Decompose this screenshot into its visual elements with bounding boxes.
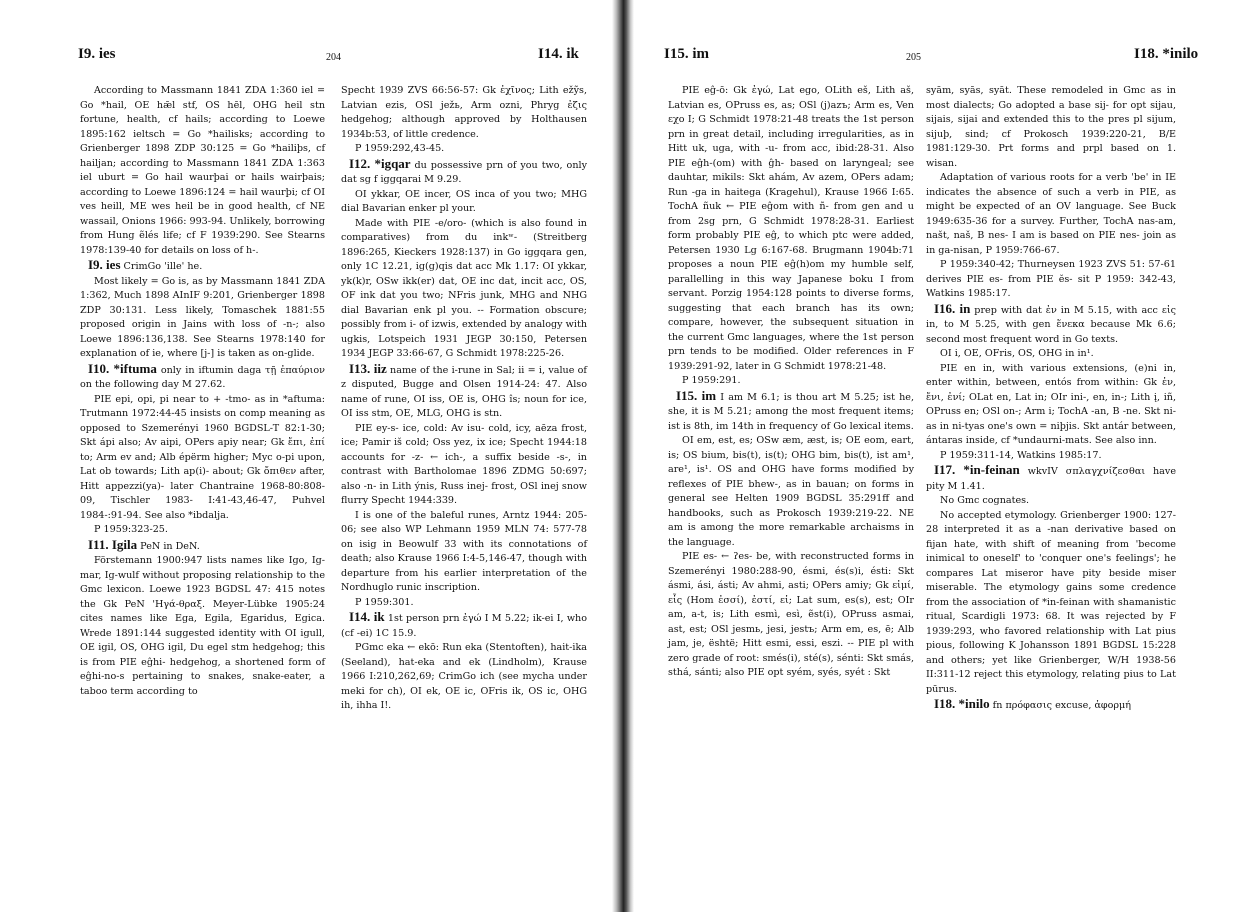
- paragraph: PIE es- ← ʔes- be, with reconstructed forms in Szemerényi 1980:288-90, ésmi, és(s)i, ésti: Skt ásmi, ási, ásti; Av ahmi, asti; OPers amiy; Gk εἰμί, εἶς (Hom ἐσσί), ἐστί, εἰ; Lat sum, es(s), est; OIr am, a-t, is; Lith esmì, esì, ẽst(i), OPruss asmai, ast, est; OSl jesmь, jesi, jestъ; Arm em, es, ē; Alb jam, je, është; Hitt esmi, essi, eszi. -- PIE pl with zero grade of root: smés(i), sté(s), sénti: Skt smás, sthá, sánti; also PIE opt syém, syés, syét : Skt: [668, 551, 914, 678]
- dictionary-entry: [926, 697, 1176, 714]
- paragraph: syām, syās, syāt. These remodeled in Gmc as in most dialects; Go adopted a base sij- for opt sijau, sijais, sijai and extended this to the pres pl sijum, sijuþ, sind; cf Prokosch 1939:220-21, B/E 1981:129-30. Prt forms and prpl based on 1. wisan.: [926, 85, 1176, 169]
- dictionary-entry: [926, 302, 1176, 348]
- entry-gloss: 1st person prn ἐγώ I M 5.22; ik-ei I, who (cf -ei) 1C 15.9.: [341, 613, 587, 639]
- paragraph: No accepted etymology. Grienberger 1900: 127-28 interpreted it as a -nan derivative based on fijan hate, with shift of meaning from 'become inimical to oneself' to 'conquer one's feelings'; he compares Lat miseror have pity beside miser miserable. The etymology gains some credence from the association of *in-feinan with shamanistic ritual, Scardigli 1973: 68. It was rejected by F 1939:293, who favored relationship with Lat pius pious, following K Johansson 1891 BGDSL 15:228 and others; yet like Grienberger, W/H 1938-56 II:311-12 reject this etymology, relating pius to Lat pūrus.: [926, 509, 1176, 695]
- paragraph: According to Massmann 1841 ZDA 1:360 iel = Go *hail, OE hǣl stf, OS hēl, OHG heil stn fortune, health, cf hails; according to Loewe 1895:162 ieltsch = Go *hailisks; according to Grienberger 1898 ZDP 30:125 = Go *hailiþs, cf hailjan; according to Massmann 1841 ZDA 1:363 iel uburt = Go hail waurþai or hails wairþais; according to Loewe 1896:124 = hail waurþi; cf OI ves heill, ME wes heil be in good health, cf NE wassail, Onions 1966: 993-94. Unlikely, borrowing from Hung ẽlés life; cf F 1939:290. See Stearns 1978:139-40 for details on loss of h-.: [80, 85, 326, 256]
- entry-headword: I12. *igqar: [349, 155, 411, 171]
- entry-headword: I10. *iftuma: [88, 360, 157, 376]
- reference-line: P 1959:323-25.: [94, 524, 168, 535]
- dictionary-entry: [926, 463, 1176, 494]
- entry-gloss: prep with dat ἐν in M 5.15, with acc εἰς in, to M 5.25, with gen ἕνεκα because Mk 6.6; second most frequent word in Go texts.: [926, 304, 1176, 345]
- dictionary-entry: [341, 362, 587, 422]
- paragraph: PIE ey-s- ice, cold: Av isu- cold, icy, aēza frost, ice; Pamir iš cold; Oss yez, ix ice; Specht 1944:18 accounts for -z- ← ich-, a suffix beside -s-, in contrast with Bartholomae 1896 ZDMG 50:697; also -n- in Lith ýnis, Russ inej- frost, OSl inej snow flurry Specht 1944:339.: [341, 422, 587, 506]
- paragraph: I is one of the baleful runes, Arntz 1944: 205-06; see also WP Lehmann 1959 MLN 74: 577-78 on isig in Beowulf 33 with its connotations of death; also Krause 1966 I:4-5,146-47, though with departure from his earlier interpretation of the Nordhuglo runic inscription.: [341, 509, 587, 593]
- entry-headword: I16. in: [934, 300, 971, 316]
- entry-headword: I13. iiz: [349, 360, 387, 376]
- paragraph: Förstemann 1900:947 lists names like Igo, Ig-mar, Ig-wulf without proposing relationship to the Gmc lexicon. Loewe 1923 BGDSL 47: 415 notes the Gk PeN 'Ηγά-θραξ. Meyer-Lübke 1905:24 cites names like Ega, Egila, Egaridus, Egica. Wrede 1891:144 suggested identity with OI igull, OE igil, OS, OHG igil, Du egel stm hedgehog; this is from PIE eĝhi- hedgehog, a shortened form of eĝhi-no-s pertaining to snakes, snake-eater, a taboo term according to: [80, 555, 325, 697]
- left-page-column-1: [80, 84, 325, 699]
- dictionary-entry: [668, 389, 914, 435]
- paragraph: Adaptation of various roots for a verb 'be' in IE indicates the absence of such a verb in PIE, as might be expected of an OV language. See Buck 1949:635-36 for a survey. Further, TochA nas-am, našt, naš, B nes- I am is based on PIE nes- join as in ga-nisan, P 1959:766-67.: [926, 172, 1176, 256]
- entry-headword: I11. Igila: [88, 536, 138, 552]
- entry-gloss: only in iftumin daga τῇ ἐπαύριον on the following day M 27.62.: [80, 364, 325, 390]
- entry-gloss: du possessive prn of you two, only dat sg f iggqarai M 9.29.: [341, 159, 587, 185]
- paragraph: PIE eĝ-ō: Gk ἐγώ, Lat ego, OLith eš, Lith aš, Latvian es, OPruss es, as; OSl (j)azъ; Arm es, Ven εχο I; G Schmidt 1978:21-48 treats the 1st person prn in great detail, including irregularities, as in Hitt uk, uga, with -u- from acc, ibid:28-31. Also PIE eĝh-(om) with ĝh- based on laryngeal; see dauhtar, mikils: Skt ahám, Av azem, OPers adam; Run -ga in haitega (Kragehul), Krause 1966 I:65. TochA ñuk ← PIE eĝom with ñ- from gen and u from 2sg prn, G Schmidt 1978:28-31. Earliest form probably PIE eĝ, to which ptc were added, Petersen 1930 Lg 6:167-68. Brugmann 1904b:71 proposes a noun PIE eĝ(h)om my humble self, parallelling in this way Japanese boku I from servant. Porzig 1954:128 points to diverse forms, suggesting that each branch has its own; compare, however, the subsequent situation in the current Gmc languages, where the 1st person prn tends to be modified. Older references in F 1939:291-92, later in G Schmidt 1978:21-48.: [668, 85, 914, 372]
- reference-line: P 1959:291.: [682, 375, 741, 386]
- paragraph: PIE en in, with various extensions, (e)ni in, enter within, between, entós from within: Gk ἐν, ἔνι, ἐνί; OLat en, Lat in; OIr ini-, en, in-; Lith į, iñ, OPruss en; OSl on-; Arm i; TochA -an, B -ne. Skt ni- as in ni-tyas one's own = niþjis. Skt antár between, ántaras inside, cf *undaurni-mats. See also inn.: [926, 362, 1176, 446]
- entry-gloss: wkvIV σπλαγχνίζεσθαι have pity M 1.41.: [926, 466, 1176, 492]
- entry-headword: I9. ies: [88, 257, 121, 272]
- entry-gloss: fn πρόφασις excuse, ἀφορμή: [989, 700, 1132, 711]
- dictionary-entry: [80, 258, 325, 275]
- paragraph: PGmc eka ← ekō: Run eka (Stentoften), hait-ika (Seeland), hat-eka and ek (Lindholm), Krause 1966 I:210,262,69; CrimGo ich (see mycha under meki for ch), OI ek, OE ic, OFris ik, OS ic, OHG ih, ihha I!.: [341, 642, 587, 711]
- reference-line: P 1959:292,43-45.: [355, 143, 445, 154]
- paragraph: Specht 1939 ZVS 66:56-57: Gk ἐχῖνος; Lith ežỹs, Latvian ezis, OSl ježь, Arm ozni, Phryg ἐζις hedgehog; although approved by Holthausen 1934b:53, of little credence.: [341, 85, 587, 140]
- paragraph: OI em, est, es; OSw æm, æst, is; OE eom, eart, is; OS bium, bis(t), is(t); OHG bim, bis(t), ist am¹, are¹, is¹. OS and OHG have forms modified by reflexes of PIE bhew-, as in bauan; on forms in general see Helten 1909 BGDSL 35:291ff and handbooks, such as Prokosch 1939:219-22. NE am is among the more remarkable archaisms in the language.: [668, 435, 914, 548]
- reference-line: P 1959:301.: [355, 596, 414, 608]
- paragraph: P 1959:340-42; Thurneysen 1923 ZVS 51: 57-61 derives PIE es- from PIE ĕs- sit P 1959: 342-43, Watkins 1985:17.: [926, 259, 1176, 299]
- entry-headword: I14. ik: [349, 609, 385, 624]
- left-page-number: 204: [326, 52, 341, 63]
- paragraph: Most likely = Go is, as by Massmann 1841 ZDA 1:362, Much 1898 AInIF 9:201, Grienberger 1898 ZDP 30:131. Less likely, Tomaschek 1881:55 proposed origin in Jains with loss of -n-; also Loewe 1896:136,138. See Stearns 1978:140 for explanation of ie, where [j-] is taken as on-glide.: [80, 275, 325, 359]
- dictionary-entry: [341, 157, 587, 188]
- dictionary-entry: [80, 362, 325, 393]
- right-page-header-right: I18. *inilo: [1134, 46, 1199, 62]
- entry-headword: I17. *in-feinan: [934, 462, 1020, 477]
- right-page-column-2: [926, 84, 1176, 714]
- left-page-column-2: [341, 84, 587, 714]
- paragraph: PIE epi, opi, pi near to + -tmo- as in *aftuma: Trutmann 1972:44-45 insists on comp meaning as opposed to Szemerényi 1960 BGDSL-T 82:1-30; Skt ápi also; Av aipi, OPers apiy near; Gk ἔπι, ἐπί to; Arm ev and; Alb épërm higher; Myc o-pi upon, Lat ob towards; Lith ap(i)- about; Gk ὄπιθεν after, Hitt appezzi(ya)- later Chantraine 1968-80:808-09, Tischler 1983- I:41-43,46-47, Puhvel 1984-:91-94. See also *ibdalja.: [80, 393, 325, 521]
- dictionary-entry: [80, 538, 325, 555]
- right-page-header-left: I15. im: [664, 46, 709, 62]
- left-page: [0, 0, 615, 912]
- right-page-number: 205: [906, 52, 921, 63]
- paragraph: OI ykkar, OE incer, OS inca of you two; MHG dial Bavarian enker pl your.: [341, 188, 587, 214]
- reference-line: P 1959:311-14, Watkins 1985:17.: [940, 449, 1102, 461]
- left-page-header-left: I9. ies: [78, 46, 116, 62]
- paragraph: No Gmc cognates.: [940, 495, 1030, 506]
- entry-headword: I15. im: [676, 387, 717, 403]
- entry-headword: I18. *inilo: [934, 696, 990, 711]
- right-page-column-1: [668, 84, 914, 681]
- paragraph: OI i, OE, OFris, OS, OHG in in¹.: [940, 348, 1094, 359]
- right-page: [630, 0, 1246, 912]
- paragraph: Made with PIE -e/oro- (which is also found in comparatives) from du inkʷ- (Streitberg 1896:265, Kieckers 1928:137) in Go iggqara gen, only 1C 12.21, ig(g)qis dat acc Mk 1.17: OI ykkar, yk(k)r, OSw ikk(er) dat, OE inc dat, incit acc, OS, OF ink dat you two; NFris junk, MHG and NHG dial Bavarian enk pl you. -- Formation obscure; possibly from i- of izwis, extended by analogy with ugkis, Lotspeich 1931 JEGP 30:150, Petersen 1934 JEGP 33:66-67, G Schmidt 1978:225-26.: [341, 217, 587, 359]
- dictionary-entry: [341, 610, 587, 641]
- left-page-header-right: I14. ik: [538, 46, 579, 62]
- entry-gloss: PeN in DeN.: [137, 540, 200, 552]
- entry-gloss: CrimGo 'ille' he.: [120, 261, 203, 272]
- entry-gloss: I am M 6.1; is thou art M 5.25; ist he, she, it is M 5.21; among the most frequent items; ist is 8th, im 14th in frequency of Go lexical items.: [668, 391, 915, 432]
- entry-gloss: name of the i-rune in Sal; ii = i, value of z disputed, Bugge and Olsen 1914-24: 47. Also name of rune, OI iss, OE is, OHG îs; noun for ice, OI iss stm, OE, MLG, OHG is stn.: [341, 364, 587, 419]
